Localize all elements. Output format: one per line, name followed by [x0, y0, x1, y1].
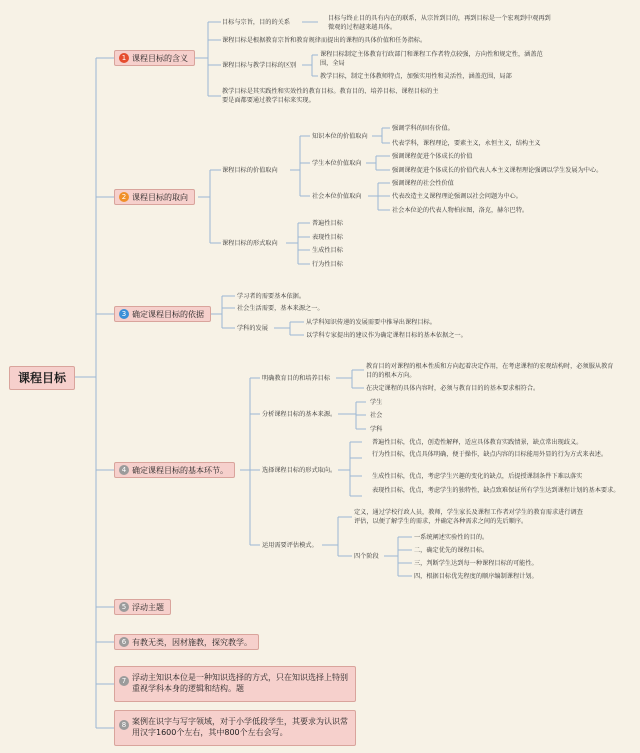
node[interactable]: 定义，通过学校行政人员，教师，学生家长及课程工作者对学生的教育需求进行调查评估，以便了解学生的需求，并确定各种需求之间的先后顺序。	[354, 509, 583, 525]
connector	[290, 136, 310, 196]
node[interactable]: 学生本位价值取向	[312, 160, 362, 167]
node[interactable]: 课程目标制定主体教育行政部门和课程工作者特点较强，方向性和规定性，涵盖范围，全局	[320, 51, 543, 67]
node[interactable]: 明确教育目的和培养目标	[262, 375, 331, 382]
branch-label: 浮动主题	[132, 602, 164, 612]
branch-label: 确定课程目标的依据	[132, 309, 204, 319]
branch-label: 确定课程目标的基本环节。	[132, 465, 228, 475]
node[interactable]: 分析课程目标的基本来源。	[262, 411, 337, 418]
node[interactable]: 运用需要评估模式。	[262, 542, 318, 549]
node[interactable]: 表现性目标	[312, 234, 343, 241]
connector	[368, 183, 390, 210]
number-badge: 1	[119, 53, 129, 63]
node[interactable]: 学科	[370, 426, 383, 433]
node[interactable]: 社会本位论的代表人物柏拉图，洛克，赫尔巴特。	[392, 207, 529, 214]
connector	[274, 322, 304, 335]
node[interactable]: 课程目标的价值取向	[222, 167, 278, 174]
node[interactable]: 一系统阐述实验性的目的。	[414, 534, 489, 541]
connector	[338, 442, 362, 496]
node[interactable]: 目标与终止目的具有内在的联系，从宗旨到目的，再到目标是一个宏观到中观再到微观的过程越来越具体。	[328, 15, 551, 31]
node[interactable]: 在决定课程的具体内容时，必须与教育目的的基本要求相符合。	[366, 385, 540, 392]
node[interactable]: 普遍性目标	[312, 220, 343, 227]
branch-7[interactable]	[114, 666, 356, 702]
node[interactable]: 四个阶段	[354, 553, 379, 560]
branch-label: 课程目标的取向	[132, 192, 188, 202]
node[interactable]: 课程目标的形式取向	[222, 240, 278, 247]
connector	[286, 223, 310, 264]
node[interactable]: 以学科专家提出的建议作为确定课程目标的基本依据之一。	[306, 332, 467, 339]
connector	[240, 378, 260, 545]
connector	[208, 296, 235, 328]
root-topic[interactable]: 课程目标	[9, 366, 75, 390]
node[interactable]: 选择课程目标的形式取向。	[262, 467, 337, 474]
connector	[336, 370, 364, 388]
node[interactable]: 学生	[370, 399, 383, 406]
connector	[198, 170, 221, 243]
branch-label: 有教无类，因材施教，探究教学。	[132, 637, 252, 647]
node[interactable]: 社会本位价值取向	[312, 193, 362, 200]
number-badge: 6	[119, 637, 129, 647]
node[interactable]: 学科的发展	[237, 325, 268, 332]
branch-3[interactable]	[114, 306, 211, 322]
branch-4[interactable]	[114, 462, 235, 478]
number-badge: 8	[119, 720, 129, 730]
node[interactable]: 行为性目标，优点具体明确，便于操作，缺点内容的目标能用外显的行为方式来表述。	[372, 451, 608, 458]
branch-6[interactable]	[114, 634, 259, 650]
branch-label: 案例在识字与写字领域，对于小学低段学生，其要求为认识常用汉字1600个左右，其中800个左右会写。	[132, 717, 348, 737]
number-badge: 5	[119, 602, 129, 612]
node[interactable]: 课程目标与教学目标的区别	[222, 62, 297, 69]
node[interactable]: 生成性目标	[312, 247, 343, 254]
branch-8[interactable]	[114, 710, 356, 746]
node[interactable]: 强调课程促进个体成长的价值代表人本主义课程理论强调以学生发展为中心。	[392, 167, 603, 174]
node[interactable]: 普遍性目标，优点，创造性解释，适应具体教育实践情景，缺点常出现歧义。	[372, 439, 583, 446]
node[interactable]: 教学目标是其实践性和实效性的教育目标。教育目的、培养目标、课程目标的主要是面都要通过教学目标来实现。	[222, 88, 439, 104]
connector	[338, 402, 366, 429]
node[interactable]: 教学目标，制定主体教师特点，加强实用性和灵活性，涵盖范围，局部	[320, 73, 512, 80]
node[interactable]: 二，确定优先的课程目标。	[414, 547, 489, 554]
node[interactable]: 行为性目标	[312, 261, 343, 268]
node[interactable]: 代表改造主义课程理论强调以社会问题为中心。	[392, 193, 522, 200]
connector	[372, 128, 390, 143]
number-badge: 3	[119, 309, 129, 319]
node[interactable]: 四，根据目标优先程度的顺序编制课程计划。	[414, 573, 538, 580]
number-badge: 7	[119, 676, 129, 686]
node[interactable]: 生成性目标，优点，考虑学生兴趣的变化的缺点，后提授课制条件下难以落实	[372, 473, 583, 480]
branch-label: 浮动主知识本位是一种知识选择的方式，只在知识选择上特别重视学科本身的逻辑和结构。题	[132, 673, 348, 693]
node[interactable]: 社会	[370, 412, 383, 419]
node[interactable]: 从学科知识传递的发展需要中推导出课程目标。	[306, 319, 436, 326]
node[interactable]: 表现性目标，优点，考虑学生的独特性，缺点致难保证所有学生达到课程计划的基本要求。	[372, 487, 620, 494]
number-badge: 4	[119, 465, 129, 475]
connector	[384, 537, 412, 576]
branch-2[interactable]	[114, 189, 195, 205]
node[interactable]: 教育目的对课程的根本性质和方向起着决定作用，在考虑课程的宏观结构时，必须服从教育目的的根本方向。	[366, 363, 614, 379]
node[interactable]: 课程目标是根据教育宗旨和教育规律而提出的课程的具体价值和任务指标。	[222, 37, 427, 44]
node[interactable]: 代表学科，课程理论，要素主义，永恒主义，结构主义	[392, 140, 541, 147]
connector	[366, 156, 390, 170]
node[interactable]: 三，判断学生达到每一种课程目标的可能性。	[414, 560, 538, 567]
node[interactable]: 强调课程促进个体成长的价值	[392, 153, 473, 160]
node[interactable]: 强调学科的固有价值。	[392, 125, 454, 132]
node[interactable]: 学习者的需要基本依据。	[237, 293, 306, 300]
number-badge: 2	[119, 192, 129, 202]
branch-1[interactable]	[114, 50, 195, 66]
node[interactable]: 社会生活需要，基本来源之一。	[237, 305, 324, 312]
node[interactable]: 知识本位的价值取向	[312, 133, 368, 140]
connector	[322, 517, 352, 556]
node[interactable]: 强调课程的社会性价值	[392, 180, 454, 187]
branch-5[interactable]	[114, 599, 171, 615]
node[interactable]: 目标与宗旨，目的的关系	[222, 19, 291, 26]
branch-label: 课程目标的含义	[132, 53, 188, 63]
connector	[312, 55, 318, 76]
